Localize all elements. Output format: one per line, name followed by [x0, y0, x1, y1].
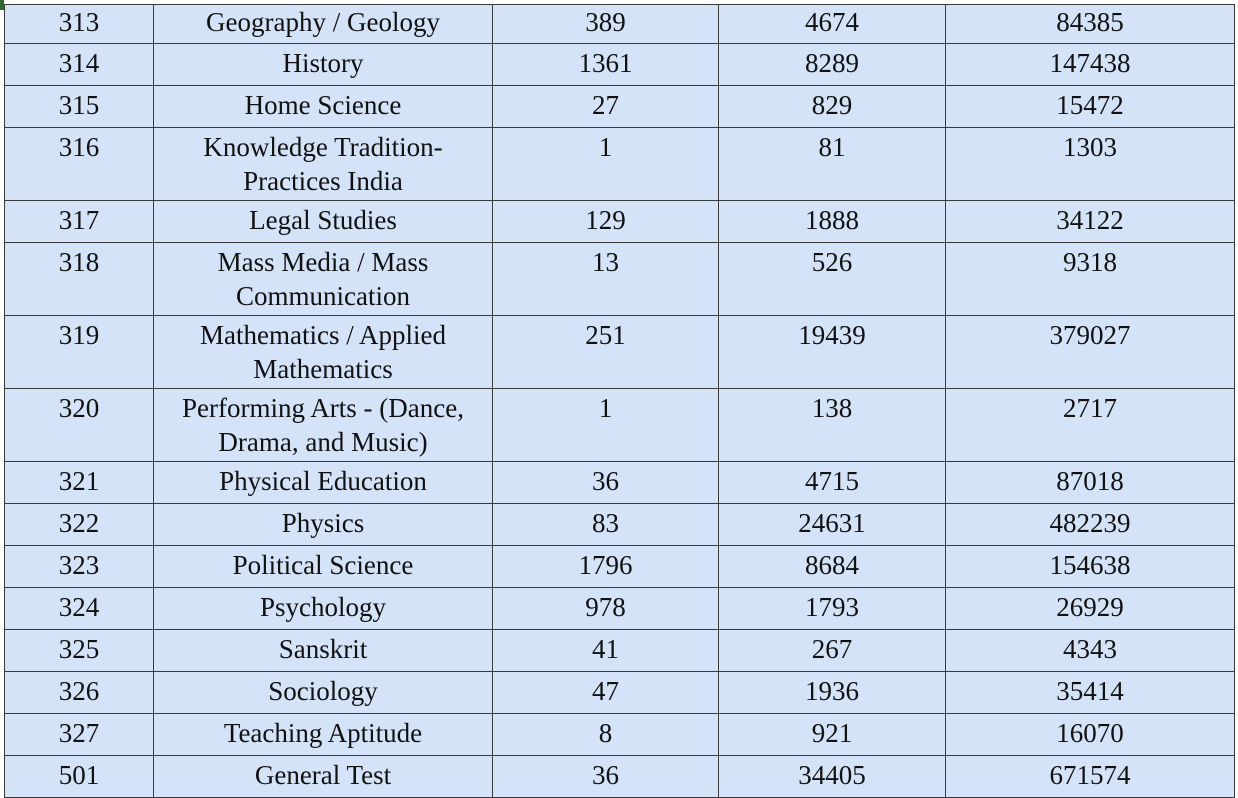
subject-name-cell: Mass Media / Mass Communication — [154, 243, 493, 316]
table-row — [5, 504, 1235, 546]
value-cell-3: 1 — [493, 389, 719, 462]
table-row — [5, 243, 1235, 316]
value-cell-4: 8684 — [719, 546, 946, 588]
subject-name-cell: Sociology — [154, 672, 493, 714]
table-row — [5, 630, 1235, 672]
subject-name-cell: Legal Studies — [154, 201, 493, 243]
subject-name-cell: Knowledge Tradition- Practices India — [154, 128, 493, 201]
table-row — [5, 714, 1235, 756]
value-cell-3: 41 — [493, 630, 719, 672]
table-row — [5, 672, 1235, 714]
value-cell-5: 2717 — [946, 389, 1235, 462]
subject-name-cell: Physics — [154, 504, 493, 546]
value-cell-5: 34122 — [946, 201, 1235, 243]
subject-code-cell: 315 — [5, 86, 154, 128]
value-cell-4: 1936 — [719, 672, 946, 714]
subject-name-cell: General Test — [154, 756, 493, 798]
subject-code-cell: 325 — [5, 630, 154, 672]
subject-code-cell: 320 — [5, 389, 154, 462]
value-cell-4: 921 — [719, 714, 946, 756]
subject-statistics-table — [4, 4, 1235, 798]
subject-name-cell: Teaching Aptitude — [154, 714, 493, 756]
subject-code-cell: 313 — [5, 5, 154, 44]
value-cell-5: 379027 — [946, 316, 1235, 389]
value-cell-5: 147438 — [946, 44, 1235, 86]
subject-name-cell: Psychology — [154, 588, 493, 630]
value-cell-5: 671574 — [946, 756, 1235, 798]
value-cell-5: 9318 — [946, 243, 1235, 316]
table-row — [5, 5, 1235, 44]
table-row — [5, 316, 1235, 389]
value-cell-3: 978 — [493, 588, 719, 630]
value-cell-3: 8 — [493, 714, 719, 756]
subject-code-cell: 321 — [5, 462, 154, 504]
value-cell-3: 36 — [493, 462, 719, 504]
subject-name-cell: Geography / Geology — [154, 5, 493, 44]
table-row — [5, 86, 1235, 128]
subject-code-cell: 314 — [5, 44, 154, 86]
subject-code-cell: 501 — [5, 756, 154, 798]
value-cell-4: 1793 — [719, 588, 946, 630]
value-cell-3: 36 — [493, 756, 719, 798]
subject-code-cell: 322 — [5, 504, 154, 546]
subject-name-cell: Sanskrit — [154, 630, 493, 672]
value-cell-4: 4715 — [719, 462, 946, 504]
subject-name-cell: Performing Arts - (Dance, Drama, and Music) — [154, 389, 493, 462]
value-cell-5: 84385 — [946, 5, 1235, 44]
value-cell-3: 1361 — [493, 44, 719, 86]
value-cell-4: 1888 — [719, 201, 946, 243]
subject-name-cell: History — [154, 44, 493, 86]
value-cell-5: 16070 — [946, 714, 1235, 756]
value-cell-4: 19439 — [719, 316, 946, 389]
table-row — [5, 44, 1235, 86]
value-cell-4: 8289 — [719, 44, 946, 86]
value-cell-4: 24631 — [719, 504, 946, 546]
subject-code-cell: 326 — [5, 672, 154, 714]
subject-code-cell: 324 — [5, 588, 154, 630]
value-cell-5: 35414 — [946, 672, 1235, 714]
table-row — [5, 201, 1235, 243]
subject-name-cell: Mathematics / Applied Mathematics — [154, 316, 493, 389]
table-row — [5, 128, 1235, 201]
value-cell-5: 15472 — [946, 86, 1235, 128]
value-cell-3: 251 — [493, 316, 719, 389]
subject-code-cell: 318 — [5, 243, 154, 316]
value-cell-3: 1 — [493, 128, 719, 201]
subject-name-cell: Home Science — [154, 86, 493, 128]
value-cell-5: 26929 — [946, 588, 1235, 630]
value-cell-4: 526 — [719, 243, 946, 316]
subject-code-cell: 317 — [5, 201, 154, 243]
value-cell-5: 1303 — [946, 128, 1235, 201]
table-row — [5, 389, 1235, 462]
value-cell-4: 267 — [719, 630, 946, 672]
value-cell-4: 138 — [719, 389, 946, 462]
value-cell-5: 4343 — [946, 630, 1235, 672]
value-cell-3: 389 — [493, 5, 719, 44]
value-cell-3: 83 — [493, 504, 719, 546]
value-cell-3: 47 — [493, 672, 719, 714]
subject-name-cell: Political Science — [154, 546, 493, 588]
subject-code-cell: 316 — [5, 128, 154, 201]
table-row — [5, 756, 1235, 798]
value-cell-3: 129 — [493, 201, 719, 243]
table-row — [5, 462, 1235, 504]
value-cell-4: 829 — [719, 86, 946, 128]
value-cell-5: 87018 — [946, 462, 1235, 504]
value-cell-3: 27 — [493, 86, 719, 128]
value-cell-3: 13 — [493, 243, 719, 316]
value-cell-4: 34405 — [719, 756, 946, 798]
value-cell-4: 4674 — [719, 5, 946, 44]
table-row — [5, 588, 1235, 630]
subject-code-cell: 327 — [5, 714, 154, 756]
value-cell-3: 1796 — [493, 546, 719, 588]
value-cell-5: 482239 — [946, 504, 1235, 546]
table-row — [5, 546, 1235, 588]
subject-name-cell: Physical Education — [154, 462, 493, 504]
value-cell-4: 81 — [719, 128, 946, 201]
subject-code-cell: 323 — [5, 546, 154, 588]
value-cell-5: 154638 — [946, 546, 1235, 588]
subject-code-cell: 319 — [5, 316, 154, 389]
